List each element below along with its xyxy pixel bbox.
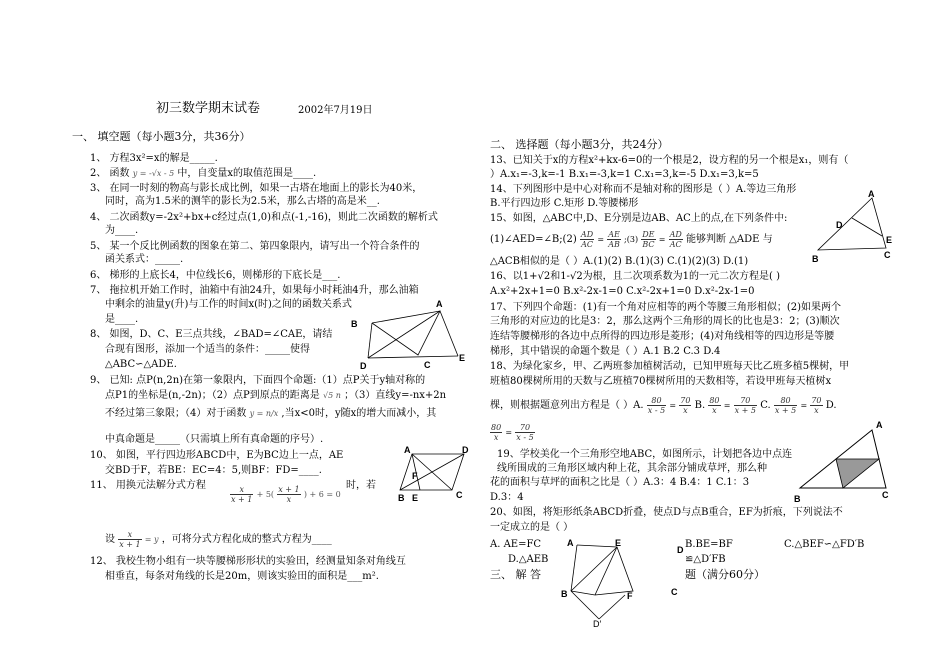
question-5-line2: 函关系式：_____. [105, 254, 184, 265]
question-19-line3: 花的面积与草坪的面积之比是（ ）A.3：4 B.4：1 C.1：3 [490, 477, 750, 488]
question-8-line3: △ABC∽△ADE. [105, 359, 177, 370]
question-7-line2: 中剩余的油量y(升)与工作的时间x(时)之间的函数关系式 [105, 299, 352, 310]
question-13-line1: 13、已知关于x的方程x²+kx-6=0的一个根是2，设方程的另一个根是x₁，则有（ [490, 155, 849, 166]
question-14-line1: 14、下列图形中是中心对称而不是轴对称的图形是（ ）A.等边三角形 [490, 184, 797, 195]
question-9-line3: 不经过第三象限；（4）对于函数 y = n/x ,当x<0时，y随x的增大而减小，其 [105, 408, 437, 419]
question-4-line2: 为____. [105, 225, 139, 236]
page-title: 初三数学期末试卷 [156, 101, 261, 116]
fig19-label-b: B [794, 494, 801, 504]
question-17-line2: 三角形的对应边的比是3：2，那么这两个三角形的周长的比也是3：2；(3)顺次 [490, 316, 840, 327]
fig8-label-e: E [459, 353, 466, 363]
fig20-label-c: C [671, 587, 678, 597]
fig19-label-c: C [882, 490, 889, 500]
question-14-line2: B.平行四边形 C.矩形 D.等腰梯形 [490, 198, 639, 209]
question-9-line1: 9、 已知: 点P(n,2n)在第一象限内，下面四个命题:（1）点P关于y轴对称的 [90, 375, 426, 386]
question-2: 2、 函数 y = -√x - 5 中，自变量x的取值范围是____. [90, 168, 317, 179]
question-9-line4: 中真命题是_____（只需填上所有真命题的序号）. [105, 434, 324, 445]
question-17-line1: 17、下列四个命题：(1)有一个角对应相等的两个等腰三角形相似；(2)如果两个 [490, 302, 842, 313]
question-20-option-d-tail: ≌△D′FB [685, 554, 726, 565]
fig20-label-e: E [615, 538, 622, 548]
section-answer-title-right: 题（满分60分） [685, 568, 765, 581]
fig10-label-b: B [398, 493, 405, 503]
question-1: 1、 方程3x²=x的解是_____. [90, 153, 218, 164]
question-3-line2: 同时，高为1.5米的测竿的影长为2.5米，那么古塔的高是米__. [105, 196, 380, 207]
fig15-label-e: E [886, 235, 893, 245]
fig15-label-b: B [812, 254, 819, 264]
question-6: 6、 梯形的上底长4，中位线长6，则梯形的下底长是___. [90, 270, 341, 281]
fig8-label-b: B [351, 319, 358, 329]
q18-option-d-formula: $\frac{80}{x}$ = $\frac{70}{x - 5}$ [491, 423, 534, 442]
q2-formula: y = -√x - 5 [132, 169, 175, 178]
question-19-line4: D.3：4 [490, 492, 524, 503]
question-15-line1: 15、如图，△ABC中,D、E分别是边AB、AC上的点,在下列条件中: [490, 213, 788, 224]
question-15-line3: △ACB相似的是（ ）A.(1)(2) B.(1)(3) C.(1)(2)(3) D.(1) [490, 256, 749, 267]
figure-q15 [806, 188, 902, 266]
figure-q19 [790, 416, 898, 508]
question-11-line1: 11、 用换元法解分式方程 [90, 480, 206, 491]
figure-q8 [350, 298, 470, 370]
question-10-line1: 10、 如图，平行四边形ABCD中，E为BC边上一点，AE [90, 450, 344, 461]
question-19-line1: 19、学校美化一个三角形空地ABC，如图所示，计划把各边中点连 [497, 449, 793, 460]
q11-equation: $\frac{x}{x + 1}$ + 5( $\frac{x + 1}{x}$ ) + 6 = 0 [231, 485, 341, 504]
question-20-option-b: B.BE=BF [685, 539, 733, 550]
figure-q20 [555, 533, 690, 629]
section-fill-in-title: 一、 填空题（每小题3分，共36分） [72, 130, 251, 143]
question-12-line1: 12、 我校生物小组有一块等腰梯形形状的实验田，经测量知条对角线互 [90, 556, 406, 567]
fig20-label-d: D [677, 545, 684, 555]
fig20-label-f: F [627, 591, 633, 601]
fig8-label-a: A [436, 299, 443, 309]
question-16-line2: A.x²+2x+1=0 B.x²-2x-1=0 C.x²-2x+1=0 D.x²-2x-1=0 [490, 286, 755, 297]
fig20-label-b: B [561, 589, 568, 599]
question-8-line1: 8、 如图，D、C、E三点共线，∠BAD=∠CAE，请结 [90, 329, 333, 340]
question-20-option-a: A. AE=FC [490, 539, 542, 550]
fig10-label-c: C [456, 490, 463, 500]
fig15-label-a: A [868, 189, 875, 199]
section-answer-title-left: 三、 解 答 [490, 568, 541, 581]
fig20-label-dprime: D′ [593, 619, 602, 629]
question-18-line1: 18、为绿化家乡，甲、乙两班参加植树活动，已知甲班每天比乙班多植5棵树，甲 [490, 361, 850, 372]
question-11-line2: 设 $\frac{x}{x + 1}$ = y ，可将分式方程化成的整式方程为____ [105, 530, 332, 549]
question-8-line2: 合现有图形，添加一个适当的条件：_____使得 [105, 344, 310, 355]
question-18-line2: 班植80棵树所用的天数与乙班植70棵树所用的天数相等，若设甲班每天植树x [490, 376, 832, 387]
question-15-line2: (1)∠AED=∠B;(2) $\frac{AD}{AC}$ = $\frac{AE}{AB}$ ;(3) $\frac{DE}{BC}$ = $\frac{AD}{AC}$ 能够判断 △ADE 与 [490, 230, 773, 249]
question-20-line1: 20、如图，将矩形纸条ABCD折叠，使点D与点B重合，EF为折痕，下列说法不 [490, 507, 843, 518]
question-4-line1: 4、 二次函数y=-2x²+bx+c经过点(1,0)和点(-1,-16)，则此二次函数的解析式 [90, 212, 438, 223]
fig10-label-e: E [412, 493, 419, 503]
question-17-line4: 梯形，其中错误的命题个数是（ ）A.1 B.2 C.3 D.4 [490, 346, 721, 357]
question-20-line2: 一定成立的是（ ） [490, 522, 574, 533]
section-choice-title: 二、 选择题（每小题3分，共24分） [490, 138, 669, 151]
question-13-line2: ）A.x₁=-3,k=-1 B.x₁=-3,k=1 C.x₁=3,k=-5 D.x₁=3,k=5 [490, 169, 759, 180]
question-17-line3: 连结等腰梯形的各边中点所得的四边形是菱形；(4)对角线相等的四边形是等腰 [490, 331, 835, 342]
question-11-tail: 时，若 [346, 480, 376, 491]
question-7-line1: 7、 拖拉机开始工作时，油箱中有油24升，如果每小时耗油4升，那么油箱 [90, 285, 419, 296]
fig10-label-f: F [412, 471, 418, 481]
question-18-line3: 棵，则根据题意列出方程是（ ）A. $\frac{80}{x - 5}$ = $\frac{70}{x}$ B. $\frac{80}{x}$ = $\frac{70}{x + 5}$ C. $\frac{80}{x + 5}$ = $\frac{70}{x}$ D. [490, 396, 837, 415]
fig10-label-a: A [404, 445, 411, 455]
question-10-line2: 交BD于F，若BE：EC=4：5,则BF：FD=____. [105, 465, 322, 476]
fig10-label-d: D [462, 445, 469, 455]
question-3-line1: 3、 在同一时刻的物高与影长成比例，如果一古塔在地面上的影长为40米， [90, 183, 423, 194]
fig8-label-d: D [360, 361, 367, 370]
question-16-line1: 16、以1+√2和1-√2为根，且二次项系数为1的一元二次方程是( ) [490, 271, 781, 282]
fig15-label-c: C [884, 250, 891, 260]
fig20-label-a: A [567, 538, 574, 548]
figure-q10 [398, 442, 470, 504]
question-20-option-c: C.△BEF∽△FD′B [784, 539, 865, 550]
question-19-line2: 线所围成的三角形区域内种上花，其余部分铺成草坪，那么种 [497, 463, 767, 474]
fig8-label-c: C [424, 360, 431, 370]
fig19-label-a: A [876, 420, 883, 430]
question-7-line3: 是____. [105, 314, 139, 325]
question-9-line2: 点P1的坐标是(n,-2n)；（2）点P到原点的距离是 √5 n ；（3）直线y=-nx+2n [105, 390, 447, 401]
question-12-line2: 相垂直，每条对角线的长是20m，则该实验田的面积是___m². [105, 571, 379, 582]
question-5-line1: 5、 某一个反比例函数的图象在第二、第四象限内，请写出一个符合条件的 [90, 241, 420, 252]
exam-date: 2002年7月19日 [298, 105, 373, 116]
fig15-label-d: D [836, 220, 843, 230]
question-20-option-d: D.△AEB [508, 554, 549, 565]
